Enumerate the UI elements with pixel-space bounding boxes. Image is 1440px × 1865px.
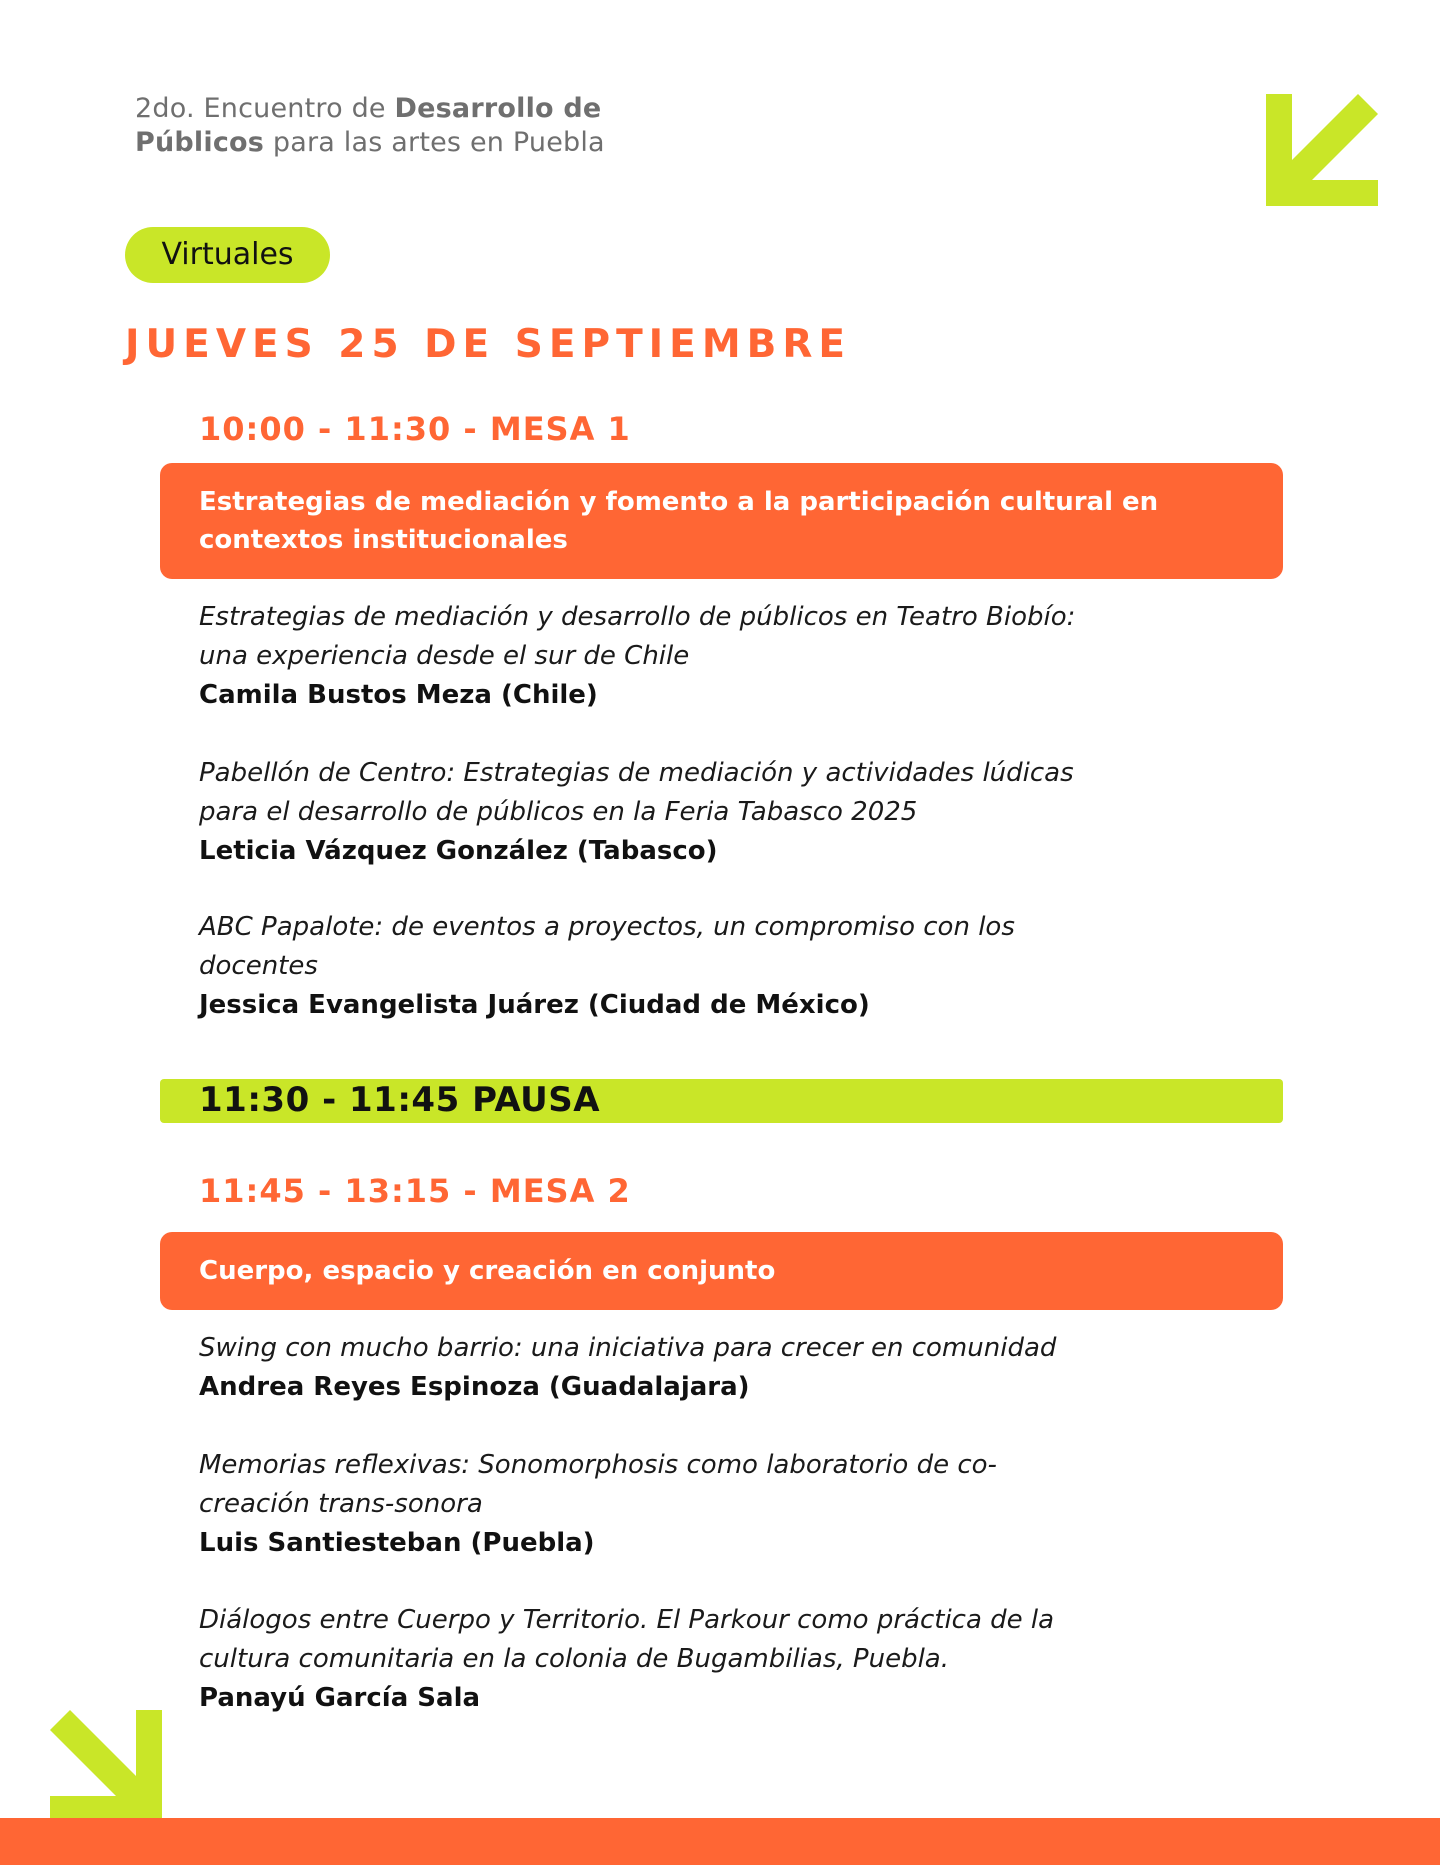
event-title-text: para las artes en Puebla [264,127,605,158]
talk-title: Swing con mucho barrio: una iniciativa para crecer en comunidad [199,1333,1057,1363]
event-title-bold: Desarrollo de [394,93,602,124]
mesa-1-time: 10:00 - 11:30 - MESA 1 [199,410,631,448]
talk-item [199,1446,1199,1562]
day-heading: JUEVES 25 DE SEPTIEMBRE [125,322,852,367]
footer-bar [0,1818,1440,1865]
talk-title: cultura comunitaria en la colonia de Bugambilias, Puebla. [199,1644,950,1674]
event-title [135,92,605,160]
talk-speaker: Jessica Evangelista Juárez (Ciudad de México) [199,990,870,1020]
talk-title: Estrategias de mediación y desarrollo de públicos en Teatro Biobío: [199,602,1076,632]
talk-item [199,754,1199,870]
arrow-down-right-icon [50,1710,162,1822]
event-title-bold: Públicos [135,127,265,158]
mesa-1-theme-line: contextos institucionales [199,525,568,555]
event-title-text: 2do. Encuentro de [135,93,395,124]
talk-item [199,908,1199,1024]
pause-label: 11:30 - 11:45 PAUSA [199,1080,601,1120]
mesa-2-time: 11:45 - 13:15 - MESA 2 [199,1172,631,1210]
talk-title: para el desarrollo de públicos en la Feria Tabasco 2025 [199,797,918,827]
talk-title: creación trans-sonora [199,1489,483,1519]
talk-speaker: Camila Bustos Meza (Chile) [199,680,598,710]
talk-speaker: Andrea Reyes Espinoza (Guadalajara) [199,1372,750,1402]
talk-title: una experiencia desde el sur de Chile [199,641,690,671]
mesa-2-theme-line: Cuerpo, espacio y creación en conjunto [199,1256,776,1286]
talk-speaker: Panayú García Sala [199,1683,481,1713]
talk-item [199,598,1199,714]
talk-title: Memorias reflexivas: Sonomorphosis como laboratorio de co- [199,1450,997,1480]
event-title-line-1 [135,92,605,126]
talk-speaker: Luis Santiesteban (Puebla) [199,1528,595,1558]
talk-title: docentes [199,951,318,981]
talk-title: Diálogos entre Cuerpo y Territorio. El Parkour como práctica de la [199,1605,1055,1635]
arrow-down-left-icon [1266,94,1378,206]
talk-item [199,1329,1199,1406]
mesa-2-theme-bar [160,1232,1283,1310]
mesa-1-theme-bar [160,463,1283,579]
talk-item [199,1601,1199,1717]
talk-speaker: Leticia Vázquez González (Tabasco) [199,836,718,866]
modality-badge: Virtuales [125,227,330,283]
talk-title: ABC Papalote: de eventos a proyectos, un compromiso con los [199,912,1015,942]
event-title-line-2 [135,126,605,160]
mesa-1-theme-line: Estrategias de mediación y fomento a la participación cultural en [199,487,1159,517]
talk-title: Pabellón de Centro: Estrategias de mediación y actividades lúdicas [199,758,1074,788]
